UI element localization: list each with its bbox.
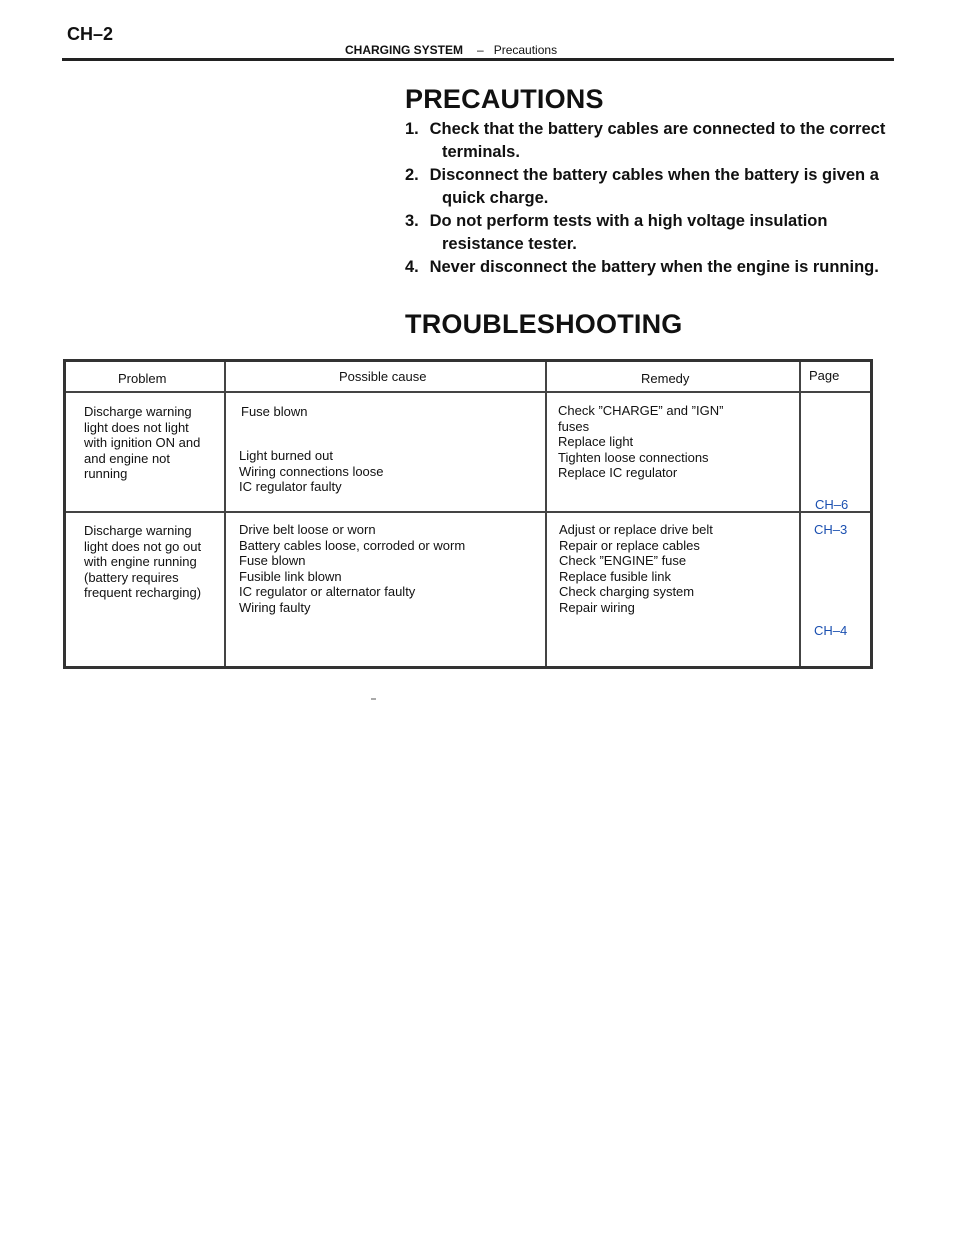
header-rule: [62, 58, 894, 61]
precaution-text-cont: quick charge.: [442, 189, 549, 207]
precaution-number: 1.: [405, 120, 419, 138]
troubleshooting-title: TROUBLESHOOTING: [405, 309, 683, 339]
cell-line: Discharge warning: [84, 523, 192, 538]
cell-line: Replace IC regulator: [558, 465, 678, 481]
running-header: [345, 43, 557, 57]
cell-line: (battery requires: [84, 569, 179, 585]
cell-line: Replace fusible link: [559, 568, 672, 584]
precaution-number: 4.: [405, 258, 419, 276]
cell-line: Replace light: [558, 434, 634, 450]
cell-line: and engine not: [84, 450, 171, 466]
col-header-problem: Problem: [118, 371, 167, 386]
cell-line: Tighten loose connections: [558, 449, 709, 465]
header-divider: [66, 391, 870, 393]
precaution-text-cont: resistance tester.: [442, 235, 577, 253]
page-ref: CH–3: [814, 522, 848, 537]
page-ref: CH–4: [814, 623, 848, 638]
cell-line: Adjust or replace drive belt: [559, 522, 713, 537]
cell-line: fuses: [558, 418, 590, 434]
cause-cell: [239, 448, 384, 495]
cell-line: Light burned out: [239, 448, 333, 463]
column-divider: [799, 362, 801, 666]
column-divider: [224, 362, 226, 666]
cell-line: frequent recharging): [84, 585, 202, 601]
precaution-text: Do not perform tests with a high voltage insulation: [429, 212, 828, 230]
header-section: Precautions: [493, 43, 558, 57]
header-system: CHARGING SYSTEM: [345, 43, 464, 57]
cell-line: Discharge warning: [84, 404, 192, 419]
cell-line: Battery cables loose, corroded or worm: [239, 537, 466, 553]
cell-line: light does not go out: [84, 538, 202, 554]
cell-line: Wiring connections loose: [239, 463, 384, 479]
precautions-list: [405, 118, 905, 279]
cell-line: Fuse blown: [241, 404, 308, 419]
precaution-item: [405, 210, 905, 256]
page-ref: CH–6: [815, 497, 849, 512]
cell-line: Check ”ENGINE” fuse: [559, 553, 687, 569]
header-separator: –: [477, 43, 484, 57]
precaution-item: [405, 256, 905, 279]
column-divider: [545, 362, 547, 666]
cell-line: Repair wiring: [559, 599, 635, 615]
col-header-remedy: Remedy: [641, 371, 690, 386]
col-header-cause: Possible cause: [339, 369, 427, 384]
precaution-item: [405, 164, 905, 210]
cause-cell: [239, 522, 465, 616]
cell-line: Repair or replace cables: [559, 537, 700, 553]
cell-line: Drive belt loose or worn: [239, 522, 376, 537]
precaution-text-cont: terminals.: [442, 143, 520, 161]
cell-line: Fuse blown: [239, 553, 306, 569]
cell-line: running: [84, 466, 128, 482]
troubleshooting-table: [63, 359, 873, 669]
cell-line: light does not light: [84, 419, 189, 435]
problem-cell: [84, 404, 200, 482]
cell-line: Check ”CHARGE” and ”IGN”: [558, 403, 724, 418]
remedy-cell: [558, 403, 723, 481]
page-number: CH–2: [67, 24, 114, 44]
cell-line: Check charging system: [559, 584, 695, 600]
remedy-cell: [559, 522, 713, 616]
precaution-text: Check that the battery cables are connected to the correct: [429, 120, 886, 138]
cell-line: Wiring faulty: [239, 599, 311, 615]
precaution-number: 3.: [405, 212, 419, 230]
cell-line: IC regulator faulty: [239, 479, 342, 495]
problem-cell: [84, 523, 201, 601]
col-header-page: Page: [809, 368, 840, 383]
precaution-number: 2.: [405, 166, 419, 184]
precaution-text: Never disconnect the battery when the engine is running.: [429, 258, 879, 276]
cell-line: IC regulator or alternator faulty: [239, 584, 416, 600]
cell-line: Fusible link blown: [239, 568, 342, 584]
precaution-item: [405, 118, 905, 164]
cell-line: with engine running: [84, 554, 197, 570]
precaution-text: Disconnect the battery cables when the battery is given a: [429, 166, 879, 184]
precautions-title: PRECAUTIONS: [405, 84, 604, 114]
scan-mark: [371, 698, 376, 700]
row-divider: [66, 511, 870, 513]
cause-cell: [241, 404, 307, 420]
cell-line: with ignition ON and: [84, 435, 201, 451]
